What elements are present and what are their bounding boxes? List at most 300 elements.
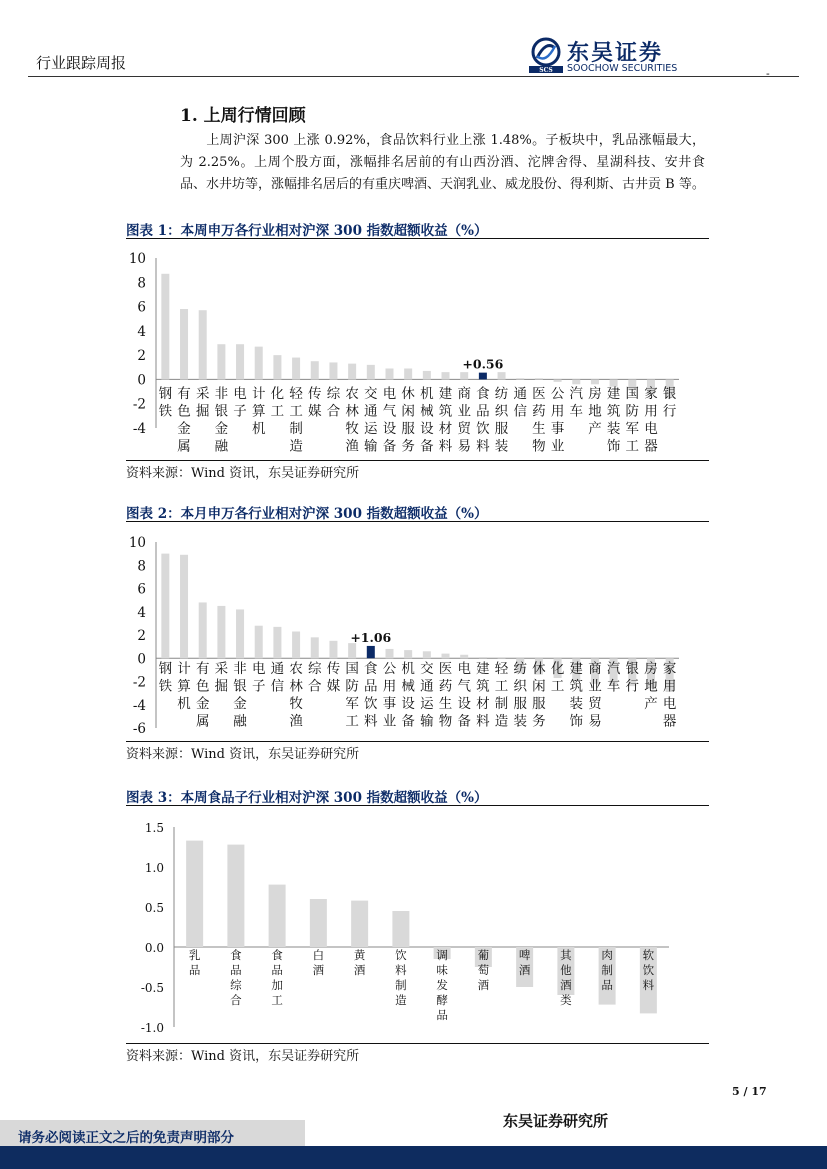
bar bbox=[535, 378, 543, 379]
y-tick-label: 6 bbox=[137, 581, 146, 598]
category-label-char: 采 bbox=[214, 661, 229, 677]
category-label-char: 商 bbox=[588, 661, 602, 677]
category-label-char: 房 bbox=[644, 661, 658, 677]
category-label-char: 气 bbox=[382, 403, 397, 420]
footer-disclaimer: 请务必阅读正文之后的免责声明部分 bbox=[18, 1130, 234, 1146]
category-label-char: 料 bbox=[364, 713, 378, 730]
category-label-char: 融 bbox=[233, 713, 247, 730]
bar bbox=[348, 643, 356, 658]
category-label-char: 酵 bbox=[436, 993, 448, 1007]
category-label-char: 银 bbox=[214, 403, 229, 420]
category-label-char: 器 bbox=[644, 438, 658, 455]
category-label-char: 制 bbox=[494, 696, 509, 712]
category-label-char: 料 bbox=[476, 713, 490, 730]
category-label-char: 医 bbox=[438, 661, 453, 677]
category-label-char: 装 bbox=[513, 713, 527, 730]
bar bbox=[186, 841, 203, 947]
bar bbox=[423, 371, 431, 380]
category-label-char: 融 bbox=[214, 438, 229, 455]
category-label-char: 运 bbox=[420, 696, 434, 712]
category-label-char: 饮 bbox=[364, 696, 378, 712]
category-label-char: 机 bbox=[251, 421, 266, 437]
category-label-char: 休 bbox=[401, 386, 415, 402]
category-label-char: 萄 bbox=[477, 963, 490, 977]
bar bbox=[269, 885, 286, 947]
y-tick-label: -2 bbox=[132, 396, 146, 413]
figure-3-bottom-rule bbox=[126, 1043, 709, 1044]
figure-1-chart bbox=[126, 240, 709, 460]
category-label-char: 金 bbox=[195, 696, 210, 712]
category-label-char: 商 bbox=[457, 386, 471, 402]
bar bbox=[217, 344, 225, 379]
category-label-char: 业 bbox=[457, 403, 471, 420]
category-label-char: 工 bbox=[345, 713, 359, 730]
category-label-char: 电 bbox=[644, 421, 658, 437]
category-label-char: 色 bbox=[195, 678, 210, 695]
category-label-char: 纺 bbox=[513, 661, 527, 677]
category-label-char: 金 bbox=[177, 421, 191, 437]
category-label-char: 品 bbox=[188, 963, 201, 977]
bar bbox=[572, 379, 580, 384]
category-label-char: 备 bbox=[401, 713, 415, 730]
category-label-char: 物 bbox=[532, 438, 546, 455]
bar bbox=[329, 641, 337, 658]
bar bbox=[273, 627, 281, 658]
category-label-char: 酒 bbox=[312, 963, 325, 977]
bar bbox=[199, 602, 207, 658]
category-label-char: 酒 bbox=[353, 963, 366, 977]
figure-2-title: 图表 2：本月申万各行业相对沪深 300 指数超额收益（%） bbox=[126, 506, 488, 522]
figure-1-source: 资料来源：Wind 资讯，东吴证券研究所 bbox=[126, 466, 360, 481]
category-label-char: 农 bbox=[289, 661, 303, 677]
bar bbox=[392, 911, 409, 947]
category-label-char: 牧 bbox=[345, 421, 359, 437]
header-divider bbox=[28, 76, 799, 77]
category-label-char: 啤 bbox=[518, 948, 531, 962]
category-label-char: 用 bbox=[644, 403, 658, 420]
category-label-char: 其 bbox=[560, 948, 572, 962]
category-label-char: 品 bbox=[436, 1008, 448, 1022]
figure-3-title: 图表 3：本周食品子行业相对沪深 300 指数超额收益（%） bbox=[126, 790, 488, 806]
bar bbox=[479, 373, 487, 380]
category-label-char: 纺 bbox=[494, 386, 509, 402]
category-label-char: 房 bbox=[588, 386, 602, 402]
category-label-char: 产 bbox=[588, 421, 602, 437]
category-label-char: 建 bbox=[438, 386, 453, 402]
category-label-char: 软 bbox=[642, 948, 655, 962]
y-tick-label: -2 bbox=[132, 674, 146, 691]
y-tick-label: 0 bbox=[137, 372, 146, 389]
category-label-char: 务 bbox=[532, 713, 546, 730]
category-label-char: 非 bbox=[233, 661, 247, 677]
category-label-char: 备 bbox=[382, 438, 397, 455]
category-label-char: 渔 bbox=[345, 438, 359, 455]
category-label-char: 闲 bbox=[532, 678, 546, 695]
bar bbox=[236, 609, 244, 658]
category-label-char: 料 bbox=[438, 438, 453, 455]
category-label-char: 筑 bbox=[438, 403, 453, 420]
category-label-char: 业 bbox=[550, 438, 565, 455]
category-label-char: 用 bbox=[382, 678, 397, 695]
figure-2-bottom-rule bbox=[126, 741, 709, 742]
category-label-char: 色 bbox=[177, 403, 191, 420]
y-tick-label: -1.0 bbox=[140, 1021, 164, 1035]
category-label-char: 有 bbox=[177, 386, 191, 402]
category-label-char: 金 bbox=[214, 421, 229, 437]
y-tick-label: 4 bbox=[137, 604, 146, 621]
category-label-char: 交 bbox=[364, 386, 378, 402]
bar bbox=[404, 650, 412, 658]
category-label-char: 媒 bbox=[308, 403, 322, 420]
category-label-char: 设 bbox=[457, 696, 471, 712]
category-label-char: 子 bbox=[233, 403, 247, 420]
category-label-char: 筑 bbox=[569, 678, 584, 695]
bar bbox=[161, 554, 169, 659]
category-label-char: 装 bbox=[606, 421, 621, 437]
category-label-char: 国 bbox=[345, 661, 359, 677]
category-label-char: 气 bbox=[457, 678, 471, 695]
category-label-char: 饮 bbox=[395, 948, 407, 962]
figure-2-source: 资料来源：Wind 资讯，东吴证券研究所 bbox=[126, 747, 360, 762]
category-label-char: 传 bbox=[326, 661, 341, 677]
category-label-char: 造 bbox=[395, 993, 407, 1007]
bar bbox=[217, 606, 225, 658]
bar bbox=[292, 358, 300, 380]
bar bbox=[180, 555, 188, 658]
category-label-char: 银 bbox=[625, 661, 640, 677]
category-label-char: 防 bbox=[345, 678, 359, 695]
category-label-char: 饰 bbox=[569, 713, 584, 730]
bar bbox=[273, 355, 281, 379]
y-tick-label: 8 bbox=[137, 275, 146, 292]
bar bbox=[351, 901, 368, 947]
paragraph-text: 上周沪深 300 上涨 0.92%，食品饮料行业上涨 1.48%。子板块中，乳品涨幅最大，为 2.25%。上周个股方面，涨幅排名居前的有山西汾酒、沱牌舍得、星湖科技、安井食品、水井坊等，涨幅排名居后的有重庆啤酒、天润乳业、威龙股份、得利斯、古井贡 B 等。 bbox=[180, 133, 705, 192]
category-label-char: 属 bbox=[195, 713, 210, 730]
category-label-char: 装 bbox=[569, 696, 584, 712]
category-label-char: 掘 bbox=[214, 678, 229, 695]
category-label-char: 工 bbox=[550, 678, 565, 695]
category-label-char: 事 bbox=[550, 421, 565, 437]
page-number: 5 / 17 bbox=[732, 1085, 767, 1098]
category-label-char: 黄 bbox=[353, 948, 366, 962]
bar bbox=[180, 309, 188, 379]
category-label-char: 公 bbox=[382, 661, 397, 677]
category-label-char: 地 bbox=[644, 678, 658, 695]
category-label-char: 制 bbox=[395, 978, 407, 992]
footer-org: 东吴证券研究所 bbox=[503, 1112, 609, 1130]
category-label-char: 类 bbox=[560, 993, 572, 1007]
category-label-char: 军 bbox=[345, 696, 359, 712]
category-label-char: 服 bbox=[532, 696, 546, 712]
category-label-char: 合 bbox=[326, 403, 341, 420]
category-label-char: 合 bbox=[230, 993, 242, 1007]
category-label-char: 轻 bbox=[494, 661, 509, 677]
figure-1-title: 图表 1：本周申万各行业相对沪深 300 指数超额收益（%） bbox=[126, 223, 488, 239]
category-label-char: 通 bbox=[270, 661, 285, 677]
y-tick-label: 0 bbox=[137, 651, 146, 668]
category-label-char: 属 bbox=[177, 438, 191, 455]
category-label-char: 休 bbox=[532, 661, 546, 677]
category-label-char: 通 bbox=[420, 678, 434, 695]
category-label-char: 饰 bbox=[606, 438, 621, 455]
y-tick-label: 4 bbox=[137, 323, 146, 340]
bar bbox=[311, 361, 319, 379]
bar bbox=[227, 845, 244, 947]
category-label-char: 食 bbox=[476, 386, 490, 402]
category-label-char: 食 bbox=[271, 948, 283, 962]
category-label-char: 制 bbox=[601, 963, 613, 977]
category-label-char: 设 bbox=[401, 696, 415, 712]
category-label-char: 家 bbox=[662, 661, 677, 677]
category-label-char: 机 bbox=[401, 661, 415, 677]
category-label-char: 筑 bbox=[606, 403, 621, 420]
category-label-char: 军 bbox=[625, 421, 640, 437]
category-label-char: 输 bbox=[420, 713, 434, 730]
bar bbox=[554, 379, 562, 381]
category-label-char: 车 bbox=[569, 403, 584, 420]
category-label-char: 织 bbox=[494, 403, 509, 420]
category-label-char: 备 bbox=[420, 438, 434, 455]
category-label-char: 计 bbox=[251, 386, 266, 402]
category-label-char: 金 bbox=[233, 696, 247, 712]
category-label-char: 铁 bbox=[158, 678, 173, 695]
category-label-char: 计 bbox=[177, 661, 191, 677]
y-tick-label: 10 bbox=[128, 535, 146, 551]
bar bbox=[498, 372, 506, 379]
category-label-char: 闲 bbox=[401, 403, 415, 420]
bar bbox=[385, 649, 393, 658]
figure-3-top-rule bbox=[126, 805, 709, 806]
category-label-char: 生 bbox=[438, 696, 453, 712]
category-label-char: 行 bbox=[662, 403, 677, 420]
bar bbox=[423, 651, 431, 658]
bar bbox=[255, 626, 263, 659]
category-label-char: 非 bbox=[214, 386, 229, 402]
category-label-char: 织 bbox=[513, 678, 527, 695]
logo-mark-text: SCS bbox=[539, 67, 553, 74]
category-label-char: 电 bbox=[382, 386, 397, 402]
bar bbox=[329, 362, 337, 379]
category-label-char: 林 bbox=[289, 678, 303, 695]
category-label-char: 饮 bbox=[642, 963, 655, 977]
y-tick-label: 8 bbox=[137, 558, 146, 575]
y-tick-label: -6 bbox=[132, 721, 146, 737]
category-label-char: 筑 bbox=[476, 678, 490, 695]
bar bbox=[367, 646, 375, 658]
category-label-char: 建 bbox=[476, 661, 490, 677]
category-label-char: 服 bbox=[513, 696, 527, 712]
category-label-char: 工 bbox=[289, 403, 303, 420]
category-label-char: 备 bbox=[457, 713, 471, 730]
category-label-char: 品 bbox=[230, 963, 242, 977]
y-tick-label: 6 bbox=[137, 299, 146, 316]
bar-annotation: +1.06 bbox=[350, 629, 392, 645]
category-label-char: 医 bbox=[532, 386, 546, 402]
bar bbox=[442, 372, 450, 379]
category-label-char: 综 bbox=[308, 661, 322, 677]
category-label-char: 品 bbox=[601, 978, 613, 992]
report-type-label: 行业跟踪周报 bbox=[36, 54, 127, 72]
category-label-char: 药 bbox=[438, 678, 453, 695]
category-label-char: 工 bbox=[270, 403, 285, 420]
category-label-char: 建 bbox=[569, 661, 584, 677]
category-label-char: 通 bbox=[364, 403, 378, 420]
category-label-char: 材 bbox=[438, 421, 453, 437]
category-label-char: 务 bbox=[401, 438, 415, 455]
category-label-char: 制 bbox=[289, 421, 303, 437]
figure-1-top-rule bbox=[126, 238, 709, 239]
category-label-char: 装 bbox=[494, 438, 509, 455]
bar bbox=[311, 637, 319, 658]
category-label-char: 事 bbox=[382, 696, 397, 712]
category-label-char: 公 bbox=[550, 386, 565, 402]
bar bbox=[310, 899, 327, 947]
bar bbox=[404, 369, 412, 380]
category-label-char: 牧 bbox=[289, 696, 303, 712]
figure-3-chart bbox=[126, 807, 709, 1043]
figure-2-chart bbox=[126, 523, 709, 741]
bar bbox=[498, 658, 506, 659]
category-label-char: 钢 bbox=[158, 661, 173, 677]
category-label-char: 车 bbox=[606, 678, 621, 695]
category-label-char: 饮 bbox=[476, 421, 490, 437]
category-label-char: 料 bbox=[476, 438, 490, 455]
category-label-char: 传 bbox=[308, 386, 322, 402]
category-label-char: 械 bbox=[420, 403, 434, 420]
category-label-char: 葡 bbox=[477, 948, 490, 962]
category-label-char: 银 bbox=[233, 678, 247, 695]
category-label-char: 物 bbox=[438, 713, 453, 730]
category-label-char: 他 bbox=[560, 963, 572, 977]
y-tick-label: 0.0 bbox=[144, 941, 164, 955]
logo-chinese: 东吴证券 bbox=[567, 41, 664, 66]
category-label-char: 合 bbox=[308, 678, 322, 695]
category-label-char: 料 bbox=[642, 978, 655, 992]
category-label-char: 品 bbox=[364, 678, 378, 695]
category-label-char: 食 bbox=[230, 948, 242, 962]
category-label-char: 汽 bbox=[606, 661, 621, 677]
category-label-char: 料 bbox=[395, 963, 407, 977]
category-label-char: 肉 bbox=[601, 948, 613, 962]
category-label-char: 造 bbox=[494, 713, 509, 730]
category-label-char: 设 bbox=[382, 421, 397, 437]
logo-english: SOOCHOW SECURITIES bbox=[567, 63, 678, 74]
category-label-char: 汽 bbox=[569, 386, 584, 402]
category-label-char: 材 bbox=[476, 696, 490, 712]
y-tick-label: 2 bbox=[137, 348, 146, 365]
company-logo bbox=[527, 36, 697, 76]
category-label-char: 器 bbox=[662, 713, 677, 730]
category-label-char: 建 bbox=[606, 386, 621, 402]
bar bbox=[348, 364, 356, 380]
bar bbox=[255, 347, 263, 380]
bar bbox=[199, 310, 207, 379]
category-label-char: 业 bbox=[588, 678, 602, 695]
category-label-char: 服 bbox=[494, 421, 509, 437]
category-label-char: 机 bbox=[420, 386, 434, 402]
y-tick-label: 1.0 bbox=[144, 861, 164, 875]
y-tick-label: 2 bbox=[137, 628, 146, 644]
category-label-char: 掘 bbox=[195, 403, 210, 420]
category-label-char: 通 bbox=[513, 386, 527, 402]
category-label-char: 品 bbox=[476, 403, 490, 420]
category-label-char: 品 bbox=[271, 963, 283, 977]
category-label-char: 地 bbox=[588, 403, 602, 420]
bar bbox=[292, 632, 300, 659]
category-label-char: 综 bbox=[230, 978, 242, 992]
category-label-char: 业 bbox=[382, 713, 397, 730]
category-label-char: 采 bbox=[195, 386, 210, 402]
category-label-char: 服 bbox=[401, 421, 415, 437]
bar bbox=[460, 372, 468, 379]
figure-2-top-rule bbox=[126, 521, 709, 522]
category-label-char: 易 bbox=[588, 713, 602, 730]
category-label-char: 电 bbox=[233, 386, 247, 402]
category-label-char: 渔 bbox=[289, 713, 303, 730]
category-label-char: 行 bbox=[625, 678, 640, 695]
category-label-char: 加 bbox=[271, 978, 283, 992]
category-label-char: 国 bbox=[625, 386, 640, 402]
bar bbox=[516, 378, 524, 379]
y-tick-label: 10 bbox=[128, 251, 146, 267]
category-label-char: 电 bbox=[251, 661, 266, 677]
category-label-char: 有 bbox=[195, 661, 210, 677]
category-label-char: 味 bbox=[436, 963, 448, 977]
category-label-char: 药 bbox=[532, 403, 546, 420]
category-label-char: 化 bbox=[270, 386, 285, 402]
category-label-char: 算 bbox=[251, 403, 266, 420]
category-label-char: 媒 bbox=[326, 678, 341, 695]
bar bbox=[591, 379, 599, 384]
footer-strip bbox=[0, 1146, 827, 1169]
bar bbox=[442, 654, 450, 659]
category-label-char: 贸 bbox=[588, 696, 602, 712]
category-label-char: 产 bbox=[644, 696, 658, 712]
category-label-char: 贸 bbox=[457, 421, 471, 437]
category-label-char: 机 bbox=[177, 696, 191, 712]
category-label-char: 钢 bbox=[158, 386, 173, 402]
section-paragraph bbox=[180, 130, 705, 196]
category-label-char: 算 bbox=[177, 678, 191, 695]
category-label-char: 电 bbox=[662, 696, 677, 712]
category-label-char: 化 bbox=[550, 661, 565, 677]
category-label-char: 家 bbox=[644, 386, 658, 402]
category-label-char: 工 bbox=[271, 993, 283, 1007]
category-label-char: 生 bbox=[532, 421, 546, 437]
category-label-char: 易 bbox=[457, 438, 471, 455]
bar bbox=[479, 657, 487, 658]
category-label-char: 交 bbox=[420, 661, 434, 677]
category-label-char: 酒 bbox=[560, 978, 572, 992]
category-label-char: 电 bbox=[457, 661, 471, 677]
category-label-char: 工 bbox=[625, 438, 640, 455]
category-label-char: 调 bbox=[436, 948, 448, 962]
bar bbox=[385, 369, 393, 380]
section-title: 1. 上周行情回顾 bbox=[180, 106, 306, 126]
category-label-char: 防 bbox=[625, 403, 640, 420]
y-tick-label: -4 bbox=[132, 697, 146, 714]
y-tick-label: 1.5 bbox=[144, 821, 164, 835]
category-label-char: 设 bbox=[420, 421, 434, 437]
category-label-char: 信 bbox=[270, 678, 285, 695]
y-tick-label: -4 bbox=[132, 421, 146, 437]
category-label-char: 信 bbox=[513, 403, 527, 420]
category-label-char: 铁 bbox=[158, 403, 173, 420]
logo-mark-icon bbox=[527, 36, 565, 74]
category-label-char: 林 bbox=[345, 403, 359, 420]
header-dash: - bbox=[766, 67, 770, 80]
category-label-char: 工 bbox=[494, 678, 509, 695]
